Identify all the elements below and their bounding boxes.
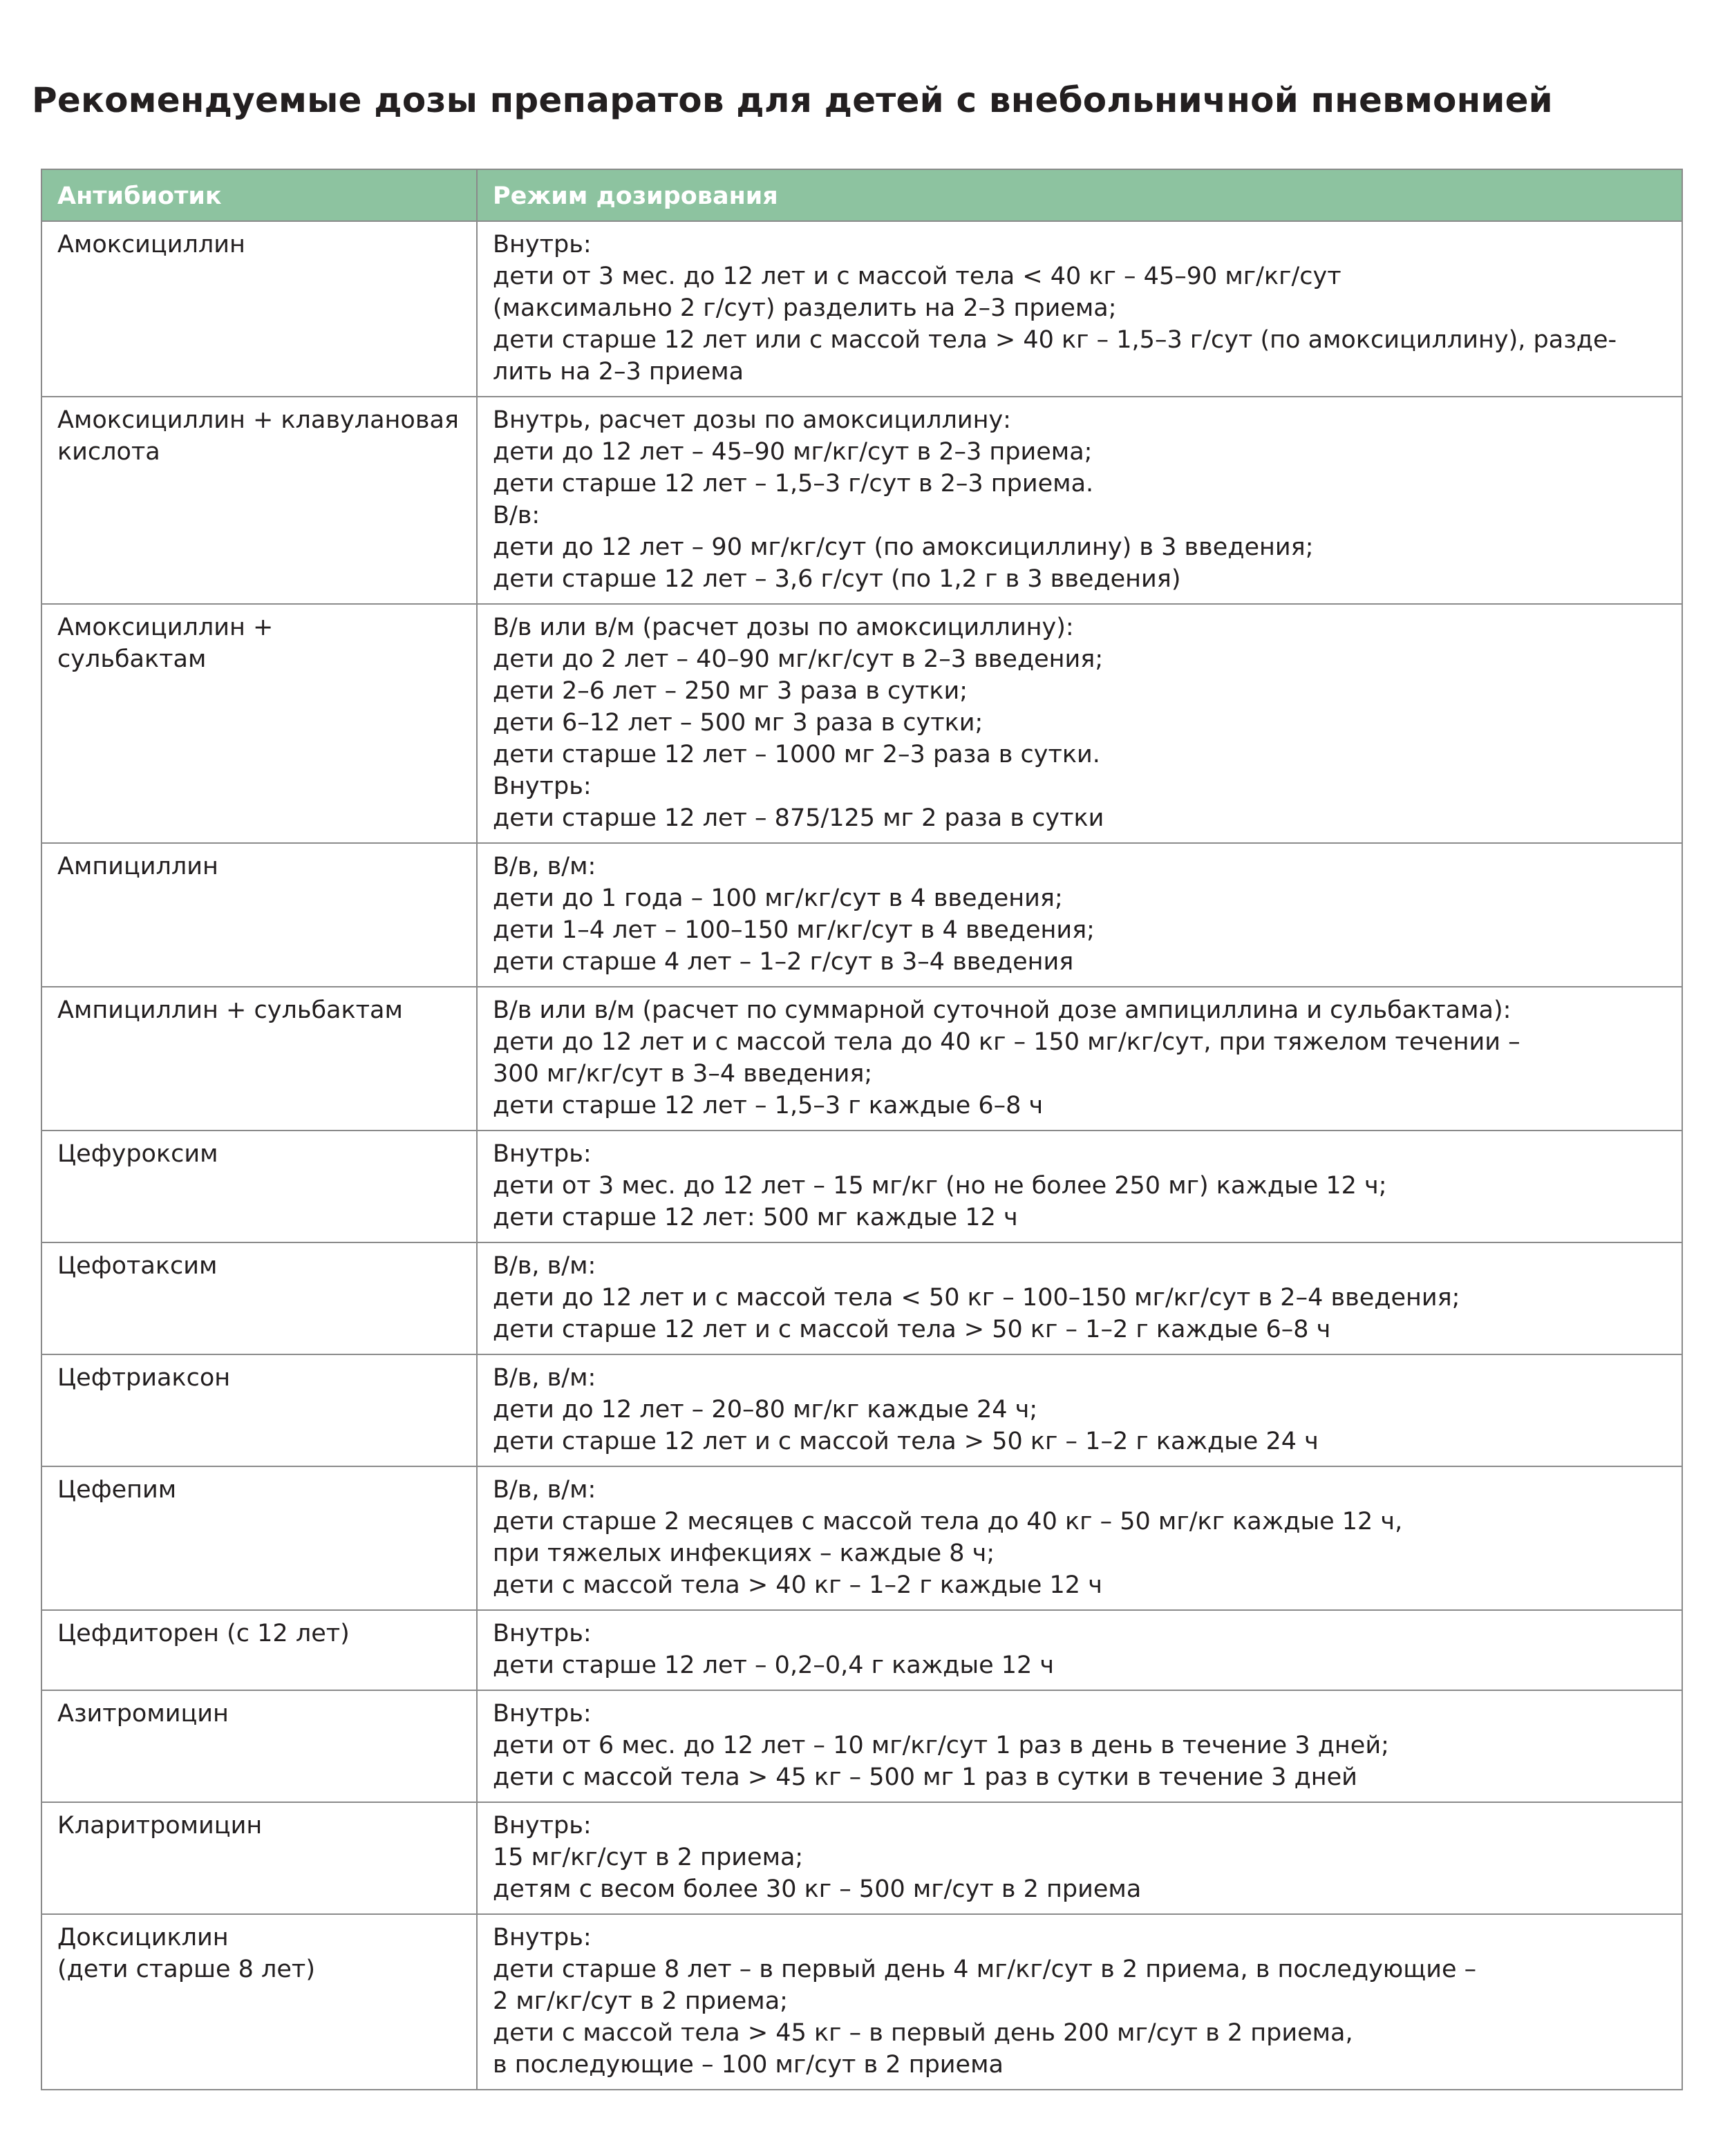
- dosing-line: дети старше 12 лет и с массой тела > 50 кг – 1–2 г каждые 24 ч: [493, 1428, 1319, 1455]
- dosing-line: в последующие – 100 мг/сут в 2 приема: [493, 2051, 1004, 2079]
- table-row: [41, 221, 1682, 397]
- table-row: [41, 1131, 1682, 1242]
- dosing-line: дети старше 12 лет – 1,5–3 г/сут в 2–3 приема.: [493, 470, 1094, 498]
- antibiotic-name-line: Цефотаксим: [57, 1252, 218, 1280]
- antibiotic-name-line: Доксициклин: [57, 1924, 229, 1951]
- dosing-line: дети до 12 лет и с массой тела < 50 кг – 100–150 мг/кг/сут в 2–4 введения;: [493, 1284, 1460, 1312]
- antibiotic-name-line: Цефтриаксон: [57, 1364, 231, 1392]
- antibiotic-name-line: сульбактам: [57, 645, 207, 673]
- dosing-cell: [477, 1802, 1682, 1914]
- dosing-line: В/в или в/м (расчет дозы по амоксициллину):: [493, 614, 1074, 641]
- dosing-cell: [477, 1354, 1682, 1466]
- antibiotic-name-line: (дети старше 8 лет): [57, 1956, 315, 1983]
- antibiotic-cell: [41, 604, 477, 843]
- table-body: [41, 221, 1682, 2090]
- table-row: [41, 1914, 1682, 2090]
- dosing-line: Внутрь:: [493, 1812, 592, 1840]
- dosing-line: В/в, в/м:: [493, 853, 596, 880]
- dosing-line: дети до 12 лет и с массой тела до 40 кг – 150 мг/кг/сут, при тяжелом течении –: [493, 1028, 1520, 1056]
- antibiotic-name-line: кислота: [57, 438, 160, 466]
- dosing-cell: [477, 1131, 1682, 1242]
- dosing-cell: [477, 1914, 1682, 2090]
- table-row: [41, 1690, 1682, 1802]
- antibiotic-name-line: Цефепим: [57, 1476, 177, 1504]
- dosing-line: 15 мг/кг/сут в 2 приема;: [493, 1844, 804, 1871]
- dosing-line: дети с массой тела > 45 кг – в первый день 200 мг/сут в 2 приема,: [493, 2019, 1353, 2047]
- dosing-line: дети старше 4 лет – 1–2 г/сут в 3–4 введения: [493, 948, 1074, 976]
- dosing-cell: [477, 397, 1682, 604]
- dosing-line: лить на 2–3 приема: [493, 358, 744, 386]
- dosing-line: дети от 3 мес. до 12 лет – 15 мг/кг (но не более 250 мг) каждые 12 ч;: [493, 1172, 1387, 1200]
- table-row: [41, 1466, 1682, 1610]
- antibiotic-cell: [41, 1690, 477, 1802]
- dosing-line: В/в, в/м:: [493, 1252, 596, 1280]
- dosing-line: дети 6–12 лет – 500 мг 3 раза в сутки;: [493, 709, 983, 737]
- dosage-table: [41, 169, 1683, 2090]
- table-header-row: [41, 169, 1682, 221]
- dosing-line: дети с массой тела > 40 кг – 1–2 г каждые 12 ч: [493, 1571, 1102, 1599]
- dosing-line: (максимально 2 г/сут) разделить на 2–3 приема;: [493, 294, 1117, 322]
- dosing-line: дети старше 12 лет или с массой тела > 40 кг – 1,5–3 г/сут (по амоксициллину), разде-: [493, 326, 1617, 354]
- dosing-line: дети старше 12 лет – 1,5–3 г каждые 6–8 ч: [493, 1092, 1044, 1119]
- dosing-line: В/в:: [493, 502, 540, 529]
- dosing-line: Внутрь:: [493, 1620, 592, 1647]
- dosing-line: Внутрь:: [493, 1924, 592, 1951]
- dosing-cell: [477, 1690, 1682, 1802]
- dosing-line: дети старше 12 лет и с массой тела > 50 кг – 1–2 г каждые 6–8 ч: [493, 1316, 1331, 1343]
- table-row: [41, 1802, 1682, 1914]
- antibiotic-cell: [41, 221, 477, 397]
- dosing-line: дети до 12 лет – 90 мг/кг/сут (по амоксициллину) в 3 введения;: [493, 533, 1314, 561]
- dosing-line: дети от 3 мес. до 12 лет и с массой тела < 40 кг – 45–90 мг/кг/сут: [493, 263, 1341, 290]
- dosing-line: при тяжелых инфекциях – каждые 8 ч;: [493, 1540, 995, 1567]
- dosing-line: Внутрь, расчет дозы по амоксициллину:: [493, 406, 1011, 434]
- antibiotic-name-line: Кларитромицин: [57, 1812, 263, 1840]
- dosing-cell: [477, 1242, 1682, 1354]
- antibiotic-cell: [41, 1914, 477, 2090]
- dosing-cell: [477, 604, 1682, 843]
- antibiotic-name-line: Амоксициллин +: [57, 614, 274, 641]
- antibiotic-cell: [41, 397, 477, 604]
- antibiotic-cell: [41, 987, 477, 1131]
- column-header-antibiotic: Антибиотик: [41, 169, 477, 221]
- dosing-line: дети старше 12 лет – 0,2–0,4 г каждые 12 ч: [493, 1652, 1055, 1679]
- antibiotic-name-line: Ампициллин + сульбактам: [57, 996, 403, 1024]
- antibiotic-name-line: Амоксициллин: [57, 231, 245, 258]
- dosing-line: дети до 12 лет – 20–80 мг/кг каждые 24 ч;: [493, 1396, 1038, 1424]
- dosing-cell: [477, 843, 1682, 987]
- dosing-cell: [477, 987, 1682, 1131]
- dosing-line: дети старше 12 лет: 500 мг каждые 12 ч: [493, 1204, 1018, 1231]
- antibiotic-cell: [41, 1802, 477, 1914]
- dosing-line: дети до 1 года – 100 мг/кг/сут в 4 введения;: [493, 885, 1063, 912]
- dosing-line: дети с массой тела > 45 кг – 500 мг 1 раз в сутки в течение 3 дней: [493, 1763, 1357, 1791]
- dosing-line: Внутрь:: [493, 1700, 592, 1728]
- antibiotic-cell: [41, 843, 477, 987]
- dosing-line: дети старше 12 лет – 3,6 г/сут (по 1,2 г в 3 введения): [493, 565, 1181, 593]
- dosing-cell: [477, 221, 1682, 397]
- table-row: [41, 1610, 1682, 1690]
- page-title: Рекомендуемые дозы препаратов для детей с внебольничной пневмонией: [32, 80, 1553, 120]
- dosing-line: В/в или в/м (расчет по суммарной суточной дозе ампициллина и сульбактама):: [493, 996, 1511, 1024]
- dosing-line: дети до 12 лет – 45–90 мг/кг/сут в 2–3 приема;: [493, 438, 1093, 466]
- dosing-line: дети 1–4 лет – 100–150 мг/кг/сут в 4 введения;: [493, 916, 1095, 944]
- antibiotic-cell: [41, 1131, 477, 1242]
- dosing-line: В/в, в/м:: [493, 1364, 596, 1392]
- dosing-line: дети старше 12 лет – 1000 мг 2–3 раза в сутки.: [493, 741, 1100, 768]
- dosing-cell: [477, 1610, 1682, 1690]
- antibiotic-cell: [41, 1466, 477, 1610]
- dosing-line: 2 мг/кг/сут в 2 приема;: [493, 1987, 788, 2015]
- dosing-cell: [477, 1466, 1682, 1610]
- antibiotic-name-line: Цефдиторен (с 12 лет): [57, 1620, 350, 1647]
- table-row: [41, 987, 1682, 1131]
- dosing-line: Внутрь:: [493, 231, 592, 258]
- table-row: [41, 843, 1682, 987]
- dosing-line: В/в, в/м:: [493, 1476, 596, 1504]
- dosing-line: детям с весом более 30 кг – 500 мг/сут в 2 приема: [493, 1875, 1142, 1903]
- dosing-line: дети старше 12 лет – 875/125 мг 2 раза в сутки: [493, 804, 1104, 832]
- dosing-line: 300 мг/кг/сут в 3–4 введения;: [493, 1060, 873, 1088]
- dosing-line: дети от 6 мес. до 12 лет – 10 мг/кг/сут 1 раз в день в течение 3 дней;: [493, 1732, 1389, 1759]
- antibiotic-name-line: Цефуроксим: [57, 1140, 218, 1168]
- dosing-line: дети до 2 лет – 40–90 мг/кг/сут в 2–3 введения;: [493, 645, 1104, 673]
- dosing-line: дети старше 8 лет – в первый день 4 мг/кг/сут в 2 приема, в последующие –: [493, 1956, 1477, 1983]
- antibiotic-cell: [41, 1242, 477, 1354]
- antibiotic-name-line: Ампициллин: [57, 853, 218, 880]
- table-row: [41, 604, 1682, 843]
- table-row: [41, 1242, 1682, 1354]
- dosing-line: Внутрь:: [493, 773, 592, 800]
- antibiotic-name-line: Амоксициллин + клавулановая: [57, 406, 459, 434]
- dosing-line: дети старше 2 месяцев с массой тела до 40 кг – 50 мг/кг каждые 12 ч,: [493, 1508, 1403, 1535]
- antibiotic-name-line: Азитромицин: [57, 1700, 229, 1728]
- table-row: [41, 397, 1682, 604]
- table-row: [41, 1354, 1682, 1466]
- antibiotic-cell: [41, 1354, 477, 1466]
- antibiotic-cell: [41, 1610, 477, 1690]
- column-header-dosing: Режим дозирования: [477, 169, 1682, 221]
- dosing-line: Внутрь:: [493, 1140, 592, 1168]
- dosing-line: дети 2–6 лет – 250 мг 3 раза в сутки;: [493, 677, 968, 705]
